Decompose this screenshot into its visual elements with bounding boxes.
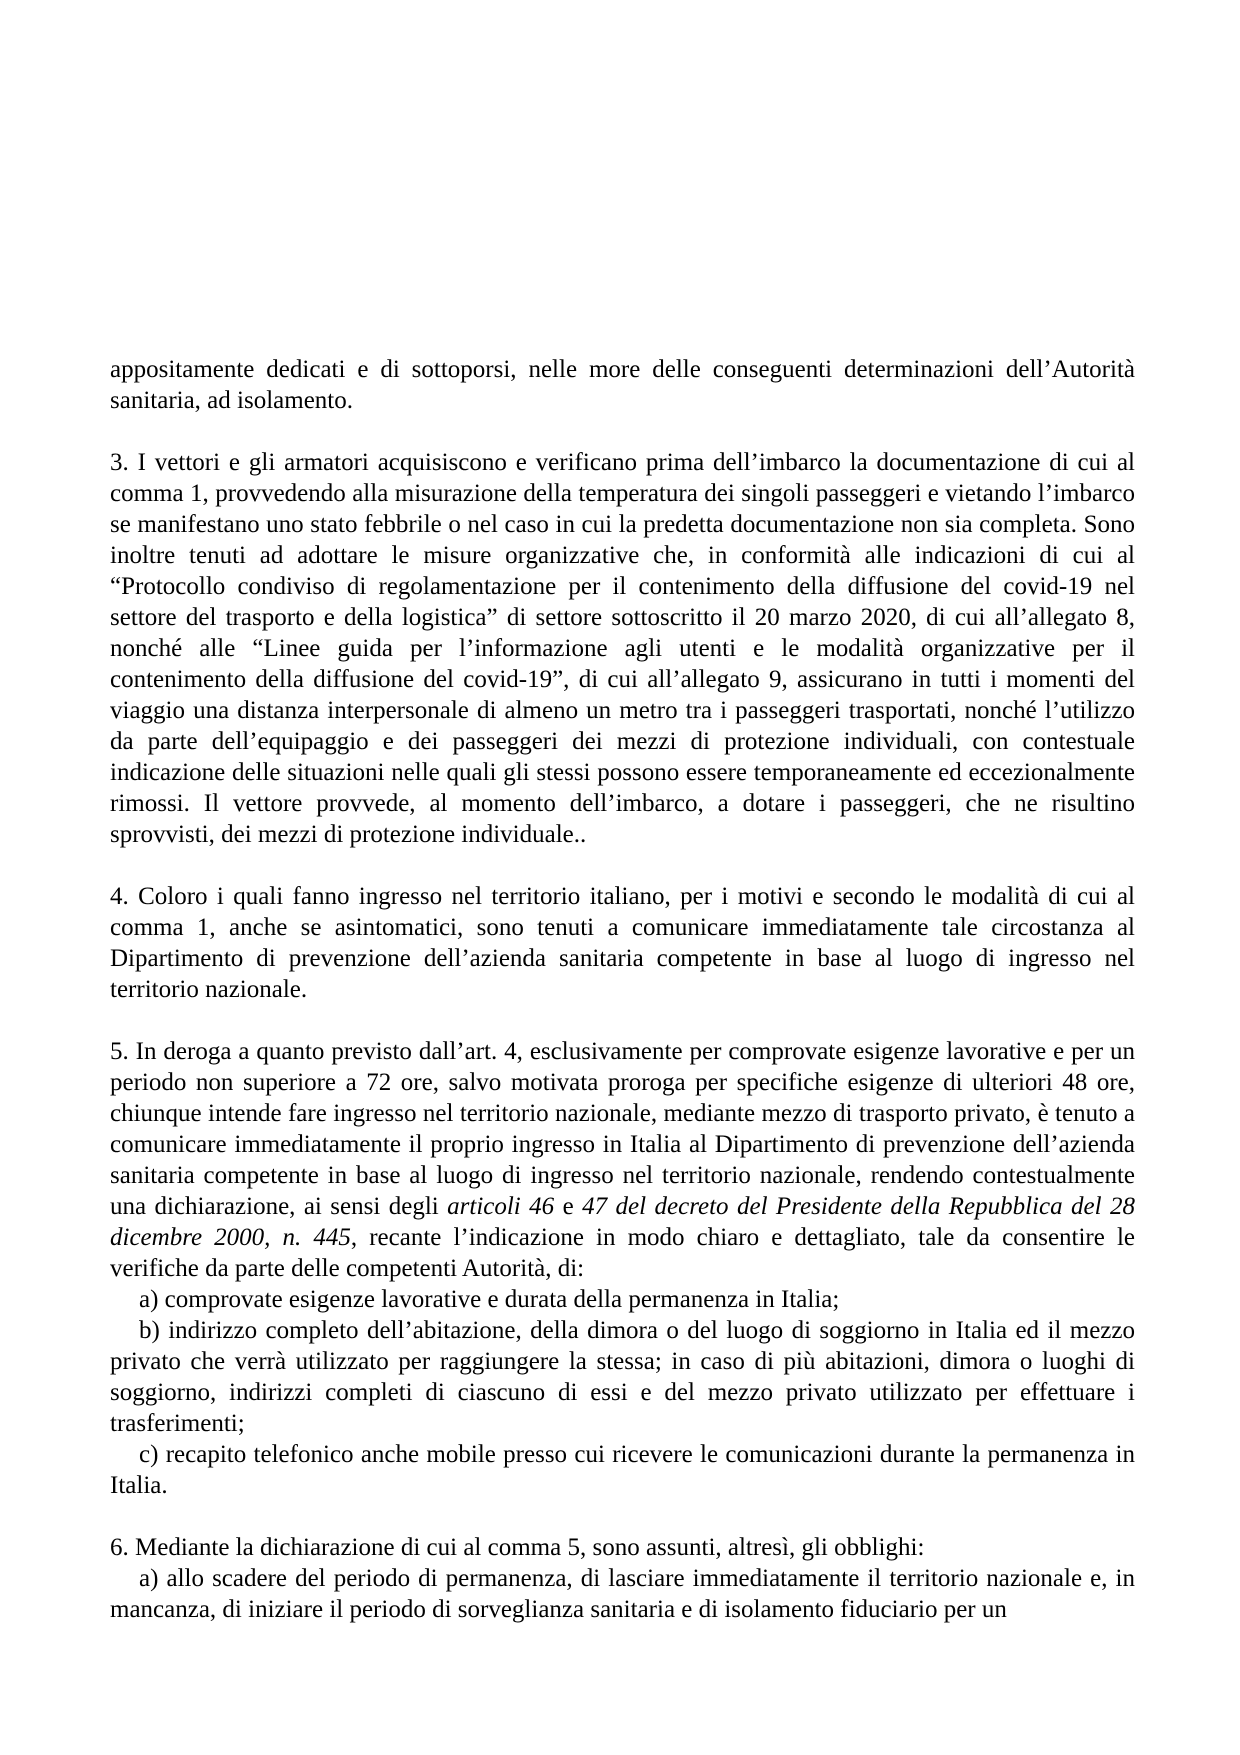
italic-text-segment: articoli 46	[447, 1193, 555, 1220]
text-segment: , recante l’indicazione in modo chiaro e dettagliato, tale da consentire le verifiche da parte delle competenti Autorità, di:	[110, 1224, 1135, 1282]
text-segment: appositamente dedicati e di sottoporsi, nelle more delle conseguenti determinazioni dell’Autorità sanitaria, ad isolamento.	[110, 356, 1135, 414]
paragraph-5	[110, 1036, 1135, 1284]
text-segment: a) comprovate esigenze lavorative e durata della permanenza in Italia;	[139, 1286, 840, 1313]
text-segment: c) recapito telefonico anche mobile presso cui ricevere le comunicazioni durante la permanenza in Italia.	[110, 1441, 1135, 1499]
text-segment: 6. Mediante la dichiarazione di cui al comma 5, sono assunti, altresì, gli obblighi:	[110, 1534, 925, 1561]
paragraph-6	[110, 1532, 1135, 1563]
text-segment: 3. I vettori e gli armatori acquisiscono e verificano prima dell’imbarco la documentazione di cui al comma 1, provvedendo alla misurazione della temperatura dei singoli passeggeri e vietando l’imbarco se manifestano uno stato febbrile o nel caso in cui la predetta documentazione non sia completa. Sono inoltre tenuti ad adottare le misure organizzative che, in conformità alle indicazioni di cui al “Protocollo condiviso di regolamentazione per il contenimento della diffusione del covid-19 nel settore del trasporto e della logistica” di settore sottoscritto il 20 marzo 2020, di cui all’allegato 8, nonché alle “Linee guida per l’informazione agli utenti e le modalità organizzative per il contenimento della diffusione del covid-19”, di cui all’allegato 9, assicurano in tutti i momenti del viaggio una distanza interpersonale di almeno un metro tra i passeggeri trasportati, nonché l’utilizzo da parte dell’equipaggio e dei passeggeri dei mezzi di protezione individuali, con contestuale indicazione delle situazioni nelle quali gli stessi possono essere temporaneamente ed eccezionalmente rimossi. Il vettore provvede, al momento dell’imbarco, a dotare i passeggeri, che ne risultino sprovvisti, dei mezzi di protezione individuale..	[110, 449, 1135, 848]
list-item-5b	[110, 1315, 1135, 1439]
list-item-5a	[110, 1284, 1135, 1315]
paragraph-3	[110, 447, 1135, 850]
continued-paragraph	[110, 354, 1135, 416]
italic-text-segment: 47 del decreto del Presidente della Repubblica del 28 dicembre 2000, n. 445	[110, 1193, 1135, 1251]
text-segment: 5. In deroga a quanto previsto dall’art. 4, esclusivamente per comprovate esigenze lavorative e per un periodo non superiore a 72 ore, salvo motivata proroga per specifiche esigenze di ulteriori 48 ore, chiunque intende fare ingresso nel territorio nazionale, mediante mezzo di trasporto privato, è tenuto a comunicare immediatamente il proprio ingresso in Italia al Dipartimento di prevenzione dell’azienda sanitaria competente in base al luogo di ingresso nel territorio nazionale, rendendo contestualmente una dichiarazione, ai sensi degli	[110, 1038, 1135, 1220]
list-item-6a	[110, 1563, 1135, 1625]
list-item-5c	[110, 1439, 1135, 1501]
text-segment: 4. Coloro i quali fanno ingresso nel territorio italiano, per i motivi e secondo le modalità di cui al comma 1, anche se asintomatici, sono tenuti a comunicare immediatamente tale circostanza al Dipartimento di prevenzione dell’azienda sanitaria competente in base al luogo di ingresso nel territorio nazionale.	[110, 883, 1135, 1003]
paragraph-4	[110, 881, 1135, 1005]
text-segment: e	[554, 1193, 583, 1220]
text-segment: b) indirizzo completo dell’abitazione, della dimora o del luogo di soggiorno in Italia ed il mezzo privato che verrà utilizzato per raggiungere la stessa; in caso di più abitazioni, dimora o luoghi di soggiorno, indirizzi completi di ciascuno di essi e del mezzo privato utilizzato per effettuare i trasferimenti;	[110, 1317, 1135, 1437]
text-segment: a) allo scadere del periodo di permanenza, di lasciare immediatamente il territorio nazionale e, in mancanza, di iniziare il periodo di sorveglianza sanitaria e di isolamento fiduciario per un	[110, 1565, 1135, 1623]
document-body	[110, 354, 1135, 1625]
